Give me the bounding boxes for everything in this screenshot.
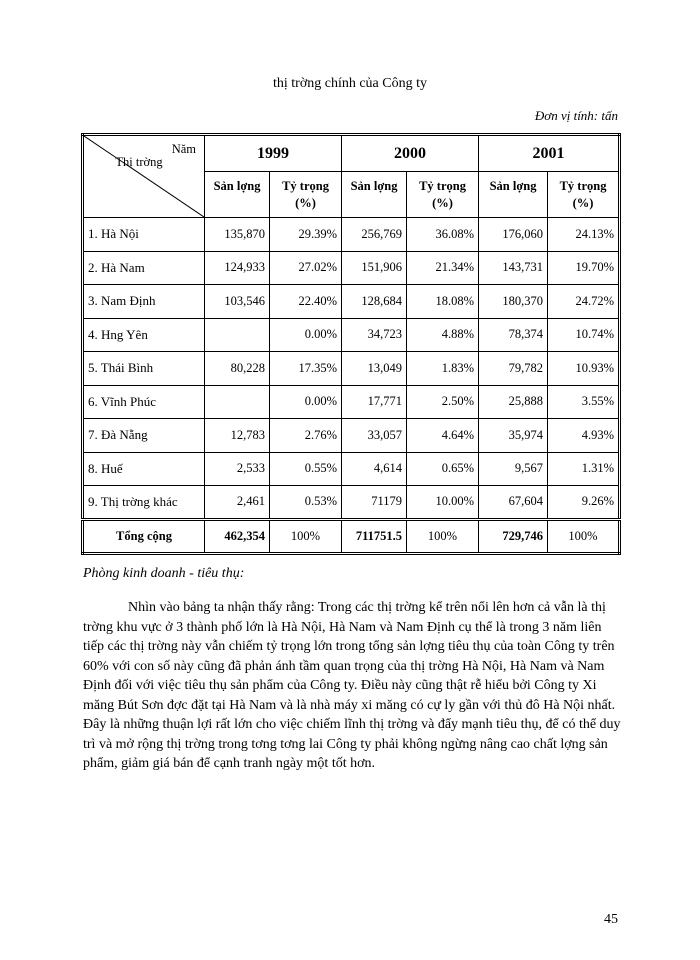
output-cell: 180,370	[479, 285, 548, 319]
output-cell: 176,060	[479, 218, 548, 252]
year-header-1999: 1999	[205, 135, 342, 172]
output-cell: 13,049	[342, 352, 407, 386]
total-cell: 100%	[270, 519, 342, 553]
market-name-cell: 7. Đà Nẵng	[83, 419, 205, 453]
market-name-cell: 5. Thái Bình	[83, 352, 205, 386]
share-cell: 4.93%	[548, 419, 620, 453]
output-cell: 17,771	[342, 385, 407, 419]
table-row	[83, 251, 620, 285]
share-cell: 2.50%	[407, 385, 479, 419]
corner-year-label: Năm	[171, 142, 196, 156]
share-cell: 27.02%	[270, 251, 342, 285]
share-cell: 2.76%	[270, 419, 342, 453]
share-cell: 36.08%	[407, 218, 479, 252]
sub-header-share: Tỷ trọng (%)	[548, 172, 620, 218]
total-cell: 100%	[548, 519, 620, 553]
output-cell	[205, 385, 270, 419]
total-row	[83, 519, 620, 553]
share-cell: 1.83%	[407, 352, 479, 386]
share-cell: 0.55%	[270, 452, 342, 486]
year-header-2000: 2000	[342, 135, 479, 172]
output-cell	[205, 318, 270, 352]
year-header-2001: 2001	[479, 135, 620, 172]
output-cell: 124,933	[205, 251, 270, 285]
total-cell: 729,746	[479, 519, 548, 553]
share-cell: 4.64%	[407, 419, 479, 453]
table-body	[83, 218, 620, 520]
share-cell: 0.00%	[270, 385, 342, 419]
table-row	[83, 452, 620, 486]
department-note: Phòng kinh doanh - tiêu thụ:	[83, 566, 245, 581]
body-paragraph: Nhìn vào bảng ta nhận thấy rằng: Trong các thị trờng kể trên nổi lên hơn cả vẫn là thị trờng khu vực ở 3 thành phố lớn là Hà Nội, Hà Nam và Nam Định cụ thể là trong 3 năm liên tiếp các thị trờng này vẫn chiếm tỷ trọng lớn trong tổng sản lợng tiêu thụ của toàn Công ty trên 60% với con số này cũng đã phản ánh tầm quan trọng của thị trờng Hà Nội, Hà Nam và Nam Định đối với việc tiêu thụ sản phẩm của Công ty. Điều này cũng thật rễ hiểu bởi Công ty Xi măng Bút Sơn đợc đặt tại Hà Nam và là nhà máy xi măng có cự ly gần với thủ đô Hà Nội nhất. Đây là những thuận lợi rất lớn cho việc chiếm lĩnh thị trờng và đẩy mạnh tiêu thụ, để có thể duy trì và mở rộng thị trờng trong tơng tơng lai Công ty phải không ngừng nâng cao chất lợng sản phẩm, giảm giá bán để cạnh tranh ngày một tốt hơn.	[83, 600, 621, 771]
table-row	[83, 385, 620, 419]
sub-header-output: Sản lợng	[342, 172, 407, 218]
output-cell: 143,731	[479, 251, 548, 285]
output-cell: 35,974	[479, 419, 548, 453]
output-cell: 135,870	[205, 218, 270, 252]
sub-header-share: Tỷ trọng (%)	[407, 172, 479, 218]
share-cell: 21.34%	[407, 251, 479, 285]
share-cell: 10.74%	[548, 318, 620, 352]
output-cell: 4,614	[342, 452, 407, 486]
share-cell: 18.08%	[407, 285, 479, 319]
share-cell: 1.31%	[548, 452, 620, 486]
market-name-cell: 8. Huế	[83, 452, 205, 486]
share-cell: 3.55%	[548, 385, 620, 419]
sub-header-output: Sản lợng	[205, 172, 270, 218]
share-cell: 10.93%	[548, 352, 620, 386]
market-name-cell: 1. Hà Nội	[83, 218, 205, 252]
output-cell: 80,228	[205, 352, 270, 386]
total-cell: 462,354	[205, 519, 270, 553]
output-cell: 256,769	[342, 218, 407, 252]
output-cell: 79,782	[479, 352, 548, 386]
share-cell: 0.65%	[407, 452, 479, 486]
total-cell: 100%	[407, 519, 479, 553]
output-cell: 128,684	[342, 285, 407, 319]
share-cell: 0.00%	[270, 318, 342, 352]
table-row	[83, 318, 620, 352]
share-cell: 17.35%	[270, 352, 342, 386]
output-cell: 71179	[342, 486, 407, 520]
output-cell: 12,783	[205, 419, 270, 453]
total-cell: 711751.5	[342, 519, 407, 553]
share-cell: 10.00%	[407, 486, 479, 520]
market-share-table	[81, 133, 621, 555]
share-cell: 0.53%	[270, 486, 342, 520]
corner-header-cell	[83, 135, 205, 218]
market-name-cell: 3. Nam Định	[83, 285, 205, 319]
output-cell: 103,546	[205, 285, 270, 319]
share-cell: 24.72%	[548, 285, 620, 319]
table-row	[83, 218, 620, 252]
share-cell: 29.39%	[270, 218, 342, 252]
table-row	[83, 352, 620, 386]
share-cell: 19.70%	[548, 251, 620, 285]
output-cell: 2,461	[205, 486, 270, 520]
share-cell: 24.13%	[548, 218, 620, 252]
table-row	[83, 486, 620, 520]
unit-note: Đơn vị tính: tấn	[534, 108, 618, 123]
market-name-cell: 2. Hà Nam	[83, 251, 205, 285]
output-cell: 67,604	[479, 486, 548, 520]
output-cell: 33,057	[342, 419, 407, 453]
share-cell: 4.88%	[407, 318, 479, 352]
page-number: 45	[604, 912, 618, 927]
corner-market-label: Thị trờng	[115, 155, 163, 169]
share-cell: 9.26%	[548, 486, 620, 520]
output-cell: 2,533	[205, 452, 270, 486]
table-caption: thị trờng chính của Công ty	[273, 76, 427, 91]
table-row	[83, 285, 620, 319]
market-name-cell: 6. Vĩnh Phúc	[83, 385, 205, 419]
market-name-cell: 9. Thị trờng khác	[83, 486, 205, 520]
total-label: Tổng cộng	[83, 519, 205, 553]
output-cell: 151,906	[342, 251, 407, 285]
output-cell: 9,567	[479, 452, 548, 486]
share-cell: 22.40%	[270, 285, 342, 319]
market-name-cell: 4. Hng Yên	[83, 318, 205, 352]
sub-header-output: Sản lợng	[479, 172, 548, 218]
output-cell: 34,723	[342, 318, 407, 352]
output-cell: 25,888	[479, 385, 548, 419]
table-row	[83, 419, 620, 453]
sub-header-share: Tỷ trọng (%)	[270, 172, 342, 218]
output-cell: 78,374	[479, 318, 548, 352]
